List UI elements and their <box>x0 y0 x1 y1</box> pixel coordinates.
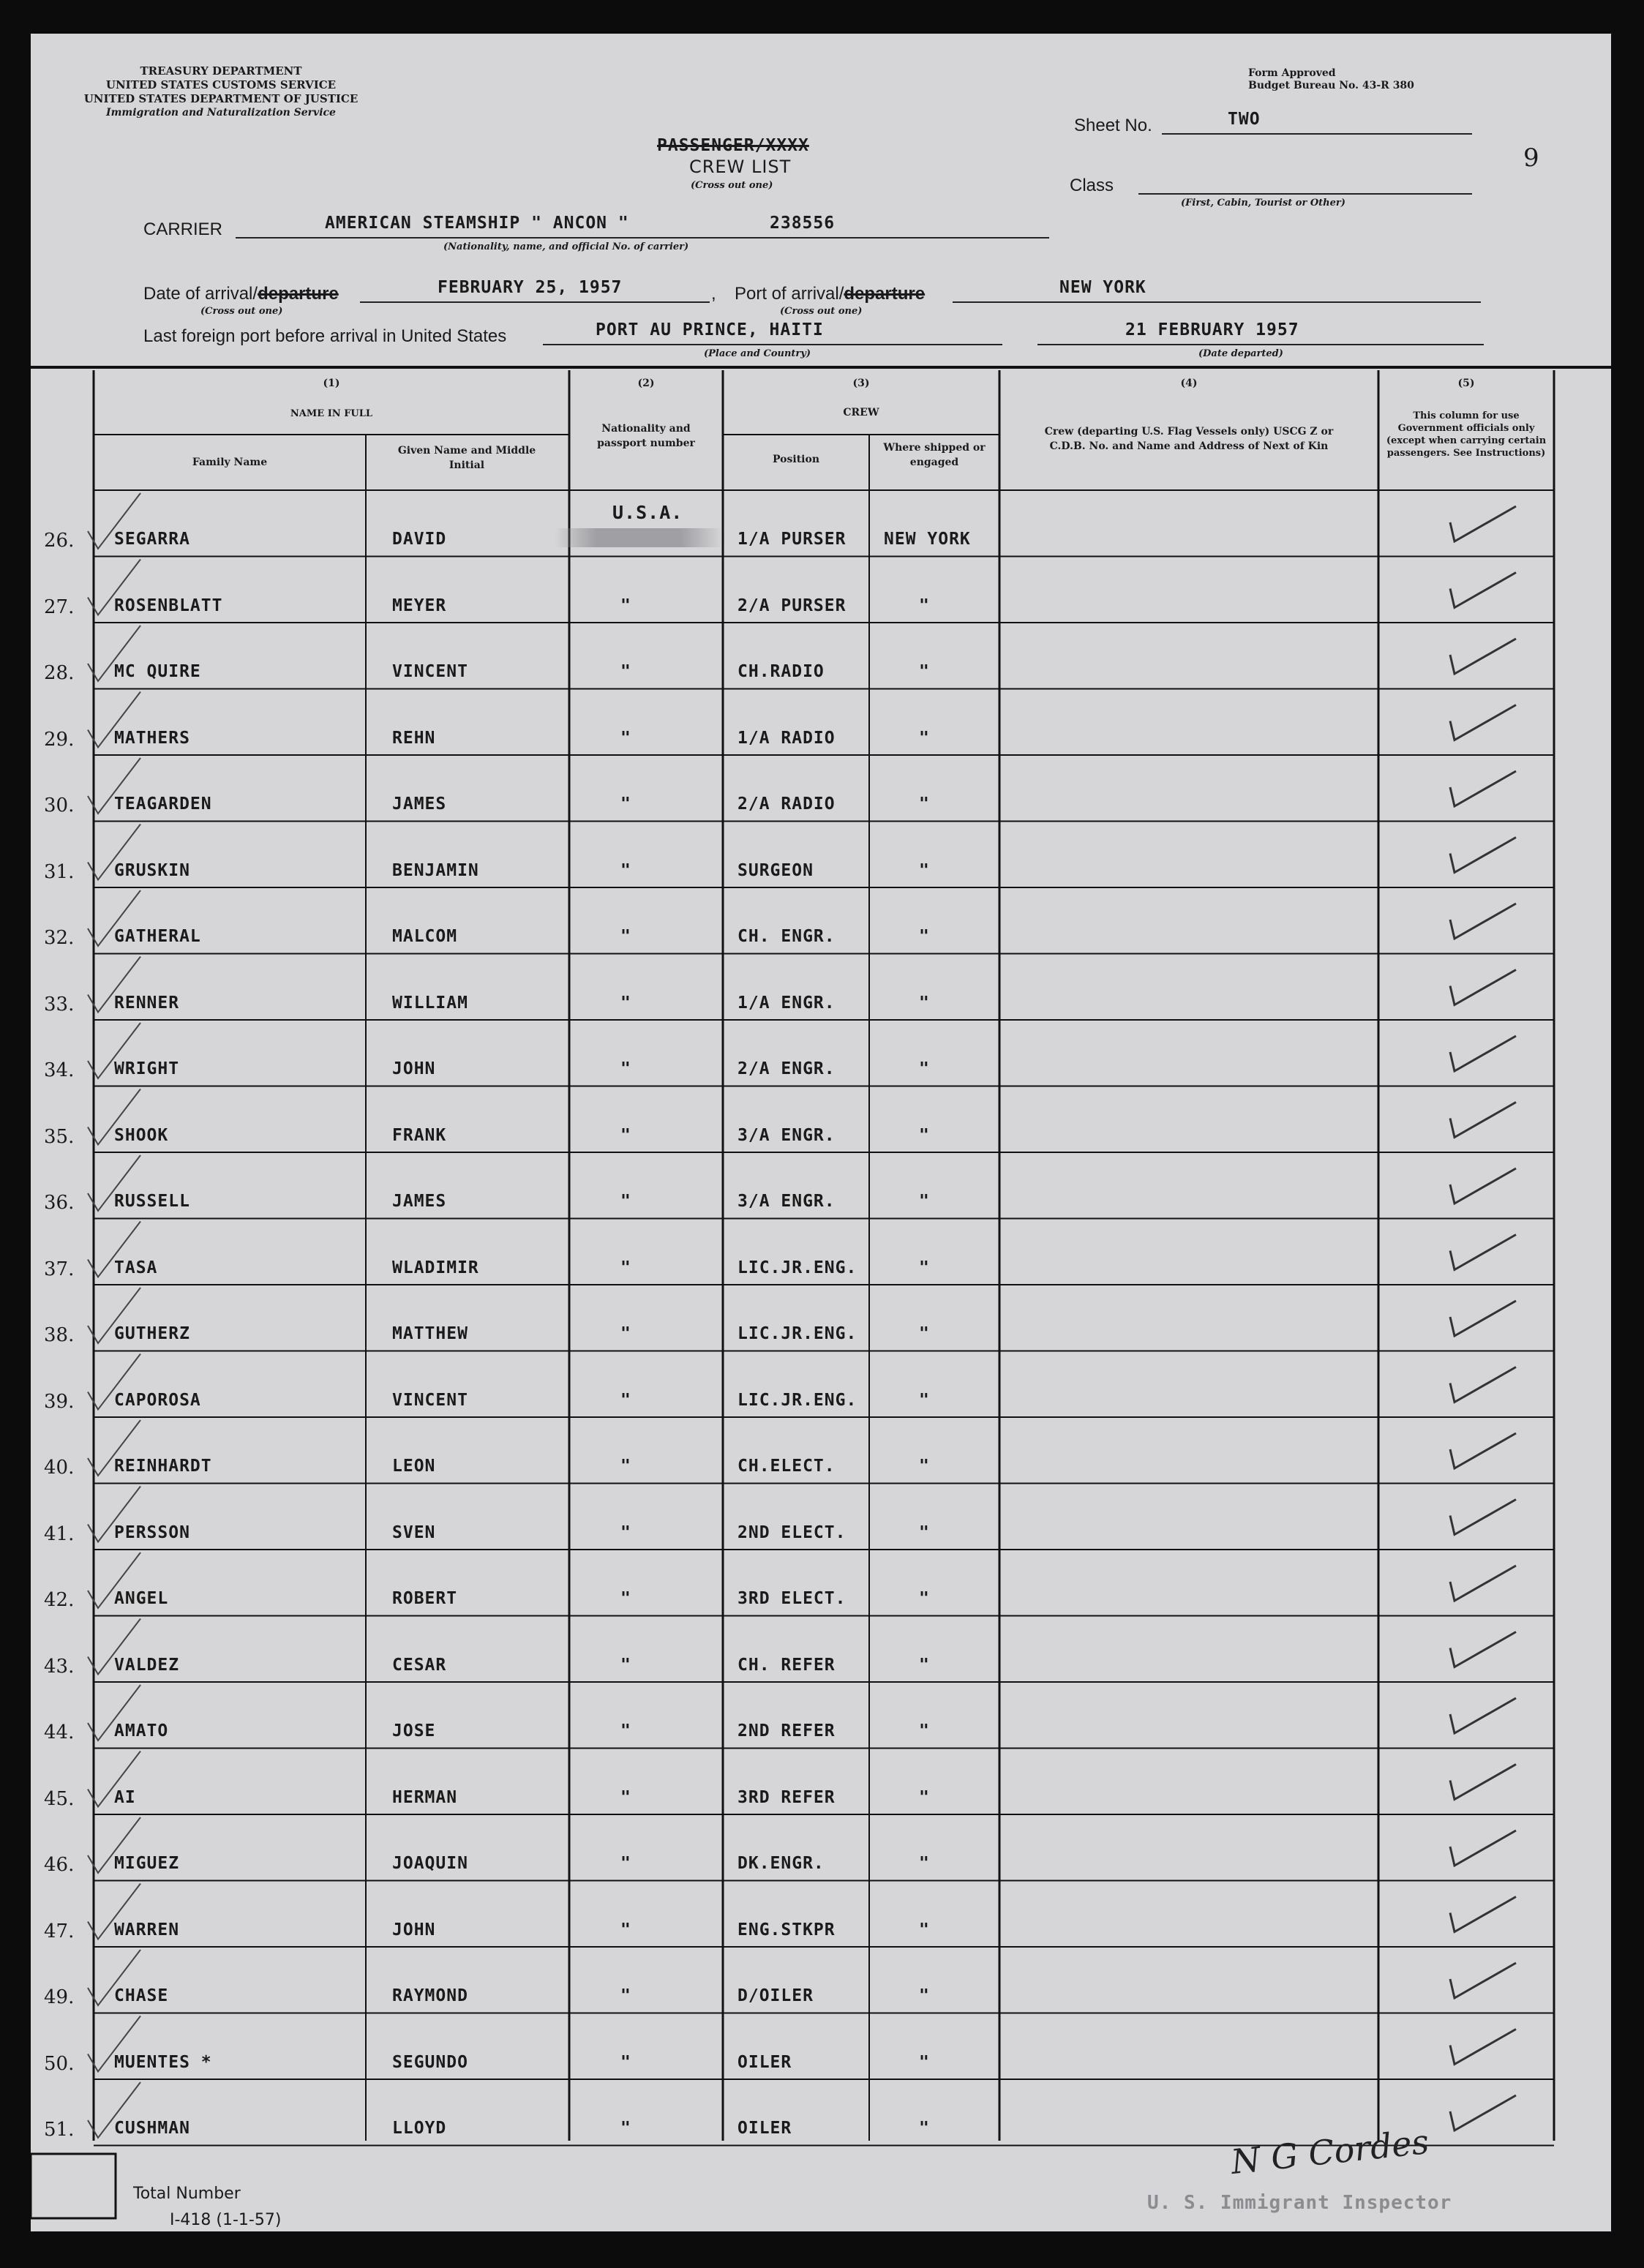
col1-title: NAME IN FULL <box>290 408 373 419</box>
shipped-at: " <box>919 1986 930 2005</box>
last-port-value: PORT AU PRINCE, HAITI <box>596 320 824 339</box>
family-name: CAPOROSA <box>114 1390 201 1410</box>
position: DK.ENGR. <box>737 1854 825 1873</box>
agency-customs: UNITED STATES CUSTOMS SERVICE <box>105 78 337 91</box>
row-number: 44. <box>44 1721 75 1743</box>
nationality: " <box>620 2052 631 2072</box>
position: 3/A ENGR. <box>737 1192 836 1211</box>
position: 3/A ENGR. <box>737 1125 836 1145</box>
nationality: " <box>620 1920 631 1940</box>
row-number: 51. <box>44 2119 75 2141</box>
row-number: 31. <box>44 860 75 883</box>
given-name: SVEN <box>392 1522 436 1542</box>
given-name: MALCOM <box>392 927 458 946</box>
position: 3RD REFER <box>737 1787 836 1807</box>
nationality: " <box>620 1589 631 1608</box>
position: 3RD ELECT. <box>737 1589 847 1608</box>
position: LIC.JR.ENG. <box>737 1390 857 1410</box>
family-name: GRUSKIN <box>114 860 190 880</box>
family-name: MUENTES * <box>114 2052 212 2072</box>
nationality: " <box>620 1522 631 1542</box>
shipped-at: NEW YORK <box>884 530 971 549</box>
col5-header: This column for use Government officials only (except when carrying certain passengers. See Instructions) <box>1386 410 1547 459</box>
shipped-at: " <box>919 1655 930 1675</box>
carrier-label: CARRIER <box>143 219 223 239</box>
carrier-value: AMERICAN STEAMSHIP " ANCON " <box>325 214 629 233</box>
shipped-at: " <box>919 2119 930 2138</box>
carrier-number: 238556 <box>770 214 836 233</box>
row-number: 41. <box>44 1522 75 1545</box>
given-name: WLADIMIR <box>392 1258 479 1277</box>
family-name: WARREN <box>114 1920 180 1940</box>
col3a-header: Position <box>773 454 819 465</box>
row-number: 29. <box>44 728 75 751</box>
position: 2ND REFER <box>737 1721 836 1741</box>
date-value: FEBRUARY 25, 1957 <box>438 278 623 297</box>
row-number: 46. <box>44 1854 75 1876</box>
nationality: " <box>620 1324 631 1343</box>
nationality: " <box>620 1787 631 1807</box>
row-number: 33. <box>44 993 75 1015</box>
list-title: CREW LIST <box>689 157 792 177</box>
sheet-value: TWO <box>1228 110 1261 129</box>
row-number: 30. <box>44 795 75 816</box>
position: CH.RADIO <box>737 662 825 681</box>
given-name: JOSE <box>392 1721 436 1741</box>
row-number: 50. <box>44 2052 75 2075</box>
given-name: JOHN <box>392 1920 436 1940</box>
given-name: MEYER <box>392 596 447 615</box>
nationality: " <box>620 1059 631 1078</box>
row-number: 28. <box>44 662 75 684</box>
agency-ins: Immigration and Naturalization Service <box>106 107 336 119</box>
family-name: TEAGARDEN <box>114 795 212 814</box>
row-number: 39. <box>44 1390 75 1413</box>
nationality: " <box>620 728 631 748</box>
position: 1/A ENGR. <box>737 993 836 1013</box>
shipped-at: " <box>919 728 930 748</box>
family-name: ANGEL <box>114 1589 169 1608</box>
port-label-text: Port of arrival/ <box>735 284 844 304</box>
nationality: " <box>620 2119 631 2138</box>
shipped-at: " <box>919 860 930 880</box>
shipped-at: " <box>919 1059 930 1078</box>
shipped-at: " <box>919 1390 930 1410</box>
nationality-label: U.S.A. <box>612 502 683 523</box>
family-name: RUSSELL <box>114 1192 190 1211</box>
departed-value: 21 FEBRUARY 1957 <box>1125 320 1299 339</box>
shipped-at: " <box>919 927 930 946</box>
nationality: " <box>620 993 631 1013</box>
shipped-at: " <box>919 795 930 814</box>
shipped-at: " <box>919 993 930 1013</box>
col2-number: (2) <box>637 378 655 389</box>
shipped-at: " <box>919 596 930 615</box>
family-name: AMATO <box>114 1721 169 1741</box>
given-name: VINCENT <box>392 662 468 681</box>
nationality: " <box>620 1125 631 1145</box>
date-label-text: Date of arrival/ <box>143 284 258 304</box>
family-name: SHOOK <box>114 1125 169 1145</box>
shipped-at: " <box>919 1721 930 1741</box>
nationality: " <box>620 1854 631 1873</box>
given-name: BENJAMIN <box>392 860 479 880</box>
given-name: JAMES <box>392 795 447 814</box>
col3-title: CREW <box>843 407 879 418</box>
form-number: I-418 (1-1-57) <box>170 2211 282 2229</box>
col5-number: (5) <box>1457 378 1475 389</box>
col3-number: (3) <box>852 378 870 389</box>
page-number: 9 <box>1523 143 1539 173</box>
budget-bureau-text: Budget Bureau No. 43-R 380 <box>1248 80 1414 91</box>
given-name: JOHN <box>392 1059 436 1078</box>
given-name: JOAQUIN <box>392 1854 468 1873</box>
shipped-at: " <box>919 1258 930 1277</box>
shipped-at: " <box>919 662 930 681</box>
nationality: " <box>620 1986 631 2005</box>
class-label: Class <box>1070 176 1114 195</box>
row-number: 40. <box>44 1457 75 1479</box>
nationality: " <box>620 1390 631 1410</box>
inspector-stamp: U. S. Immigrant Inspector <box>1147 2192 1452 2214</box>
row-number: 45. <box>44 1787 75 1810</box>
nationality: " <box>620 1655 631 1675</box>
family-name: SEGARRA <box>114 530 190 549</box>
struck-type-word: PASSENGER/XXXX <box>657 136 809 155</box>
position: CH.ELECT. <box>737 1457 836 1476</box>
position: LIC.JR.ENG. <box>737 1324 857 1343</box>
shipped-at: " <box>919 1192 930 1211</box>
nationality: " <box>620 927 631 946</box>
given-name: REHN <box>392 728 436 748</box>
shipped-at: " <box>919 2052 930 2072</box>
row-number: 47. <box>44 1920 75 1942</box>
given-name: WILLIAM <box>392 993 468 1013</box>
family-name: AI <box>114 1787 136 1807</box>
row-number: 37. <box>44 1258 75 1280</box>
departed-note: (Date departed) <box>1198 348 1283 359</box>
port-note: (Cross out one) <box>780 306 863 317</box>
agency-treasury: TREASURY DEPARTMENT <box>140 64 302 78</box>
position: 2/A RADIO <box>737 795 836 814</box>
date-struck-word: departure <box>258 284 339 304</box>
shipped-at: " <box>919 1787 930 1807</box>
row-number: 35. <box>44 1125 75 1148</box>
row-number: 36. <box>44 1192 75 1214</box>
given-name: JAMES <box>392 1192 447 1211</box>
nationality: " <box>620 1721 631 1741</box>
total-number-label: Total Number <box>133 2185 241 2203</box>
family-name: CHASE <box>114 1986 169 2005</box>
date-note: (Cross out one) <box>200 306 283 317</box>
given-name: MATTHEW <box>392 1324 468 1343</box>
nationality: " <box>620 795 631 814</box>
row-number: 38. <box>44 1324 75 1346</box>
position: CH. ENGR. <box>737 927 836 946</box>
family-name: GUTHERZ <box>114 1324 190 1343</box>
inspector-signature: N G Cordes <box>1228 2121 1431 2182</box>
col2-header: Nationality and passport number <box>597 423 695 449</box>
row-number: 49. <box>44 1986 75 2008</box>
given-name: HERMAN <box>392 1787 458 1807</box>
shipped-at: " <box>919 1324 930 1343</box>
col1-number: (1) <box>323 378 340 389</box>
family-name: VALDEZ <box>114 1655 180 1675</box>
given-name: VINCENT <box>392 1390 468 1410</box>
cross-out-note: (Cross out one) <box>691 180 773 191</box>
nationality: " <box>620 860 631 880</box>
given-name: SEGUNDO <box>392 2052 468 2072</box>
row-number: 32. <box>44 927 75 949</box>
position: CH. REFER <box>737 1655 836 1675</box>
given-name: RAYMOND <box>392 1986 468 2005</box>
form-approved-text: Form Approved <box>1248 67 1336 79</box>
family-name: WRIGHT <box>114 1059 180 1078</box>
position: OILER <box>737 2052 792 2072</box>
given-name: DAVID <box>392 530 447 549</box>
shipped-at: " <box>919 1920 930 1940</box>
position: ENG.STKPR <box>737 1920 836 1940</box>
family-name: ROSENBLATT <box>114 596 223 615</box>
sheet-label: Sheet No. <box>1074 116 1152 135</box>
position: SURGEON <box>737 860 814 880</box>
row-number: 26. <box>44 530 75 552</box>
shipped-at: " <box>919 1522 930 1542</box>
port-struck-word: departure <box>844 284 926 304</box>
row-number: 43. <box>44 1655 75 1678</box>
position: 1/A RADIO <box>737 728 836 748</box>
shipped-at: " <box>919 1854 930 1873</box>
position: LIC.JR.ENG. <box>737 1258 857 1277</box>
last-port-note: (Place and Country) <box>704 348 811 359</box>
given-name: LEON <box>392 1457 436 1476</box>
row-number: 34. <box>44 1059 75 1081</box>
family-name: MIGUEZ <box>114 1854 180 1873</box>
nationality: " <box>620 596 631 615</box>
class-note: (First, Cabin, Tourist or Other) <box>1181 198 1345 209</box>
position: OILER <box>737 2119 792 2138</box>
family-name: PERSSON <box>114 1522 190 1542</box>
given-name: ROBERT <box>392 1589 458 1608</box>
position: D/OILER <box>737 1986 814 2005</box>
port-value: NEW YORK <box>1059 278 1146 297</box>
nationality: " <box>620 1258 631 1277</box>
nationality: " <box>620 1457 631 1476</box>
row-number: 42. <box>44 1589 75 1611</box>
given-name: CESAR <box>392 1655 447 1675</box>
row-number: 27. <box>44 596 75 618</box>
position: 2/A PURSER <box>737 596 847 615</box>
nationality: " <box>620 662 631 681</box>
family-name: GATHERAL <box>114 927 201 946</box>
col4-number: (4) <box>1180 378 1198 389</box>
col1b-header: Given Name and Middle Initial <box>397 445 536 471</box>
shipped-at: " <box>919 1589 930 1608</box>
family-name: TASA <box>114 1258 158 1277</box>
family-name: RENNER <box>114 993 180 1013</box>
family-name: MATHERS <box>114 728 190 748</box>
shipped-at: " <box>919 1457 930 1476</box>
agency-justice: UNITED STATES DEPARTMENT OF JUSTICE <box>83 92 359 105</box>
col1a-header: Family Name <box>192 457 268 468</box>
nationality: " <box>620 1192 631 1211</box>
given-name: FRANK <box>392 1125 447 1145</box>
position: 1/A PURSER <box>737 530 847 549</box>
family-name: REINHARDT <box>114 1457 212 1476</box>
family-name: CUSHMAN <box>114 2119 190 2138</box>
carrier-note: (Nationality, name, and official No. of carrier) <box>443 241 689 252</box>
position: 2ND ELECT. <box>737 1522 847 1542</box>
last-port-label: Last foreign port before arrival in United States <box>143 326 507 346</box>
blurred-passport-number <box>555 528 723 547</box>
given-name: LLOYD <box>392 2119 447 2138</box>
position: 2/A ENGR. <box>737 1059 836 1078</box>
crew-list-form: TREASURY DEPARTMENT UNITED STATES CUSTOMS SERVICE UNITED STATES DEPARTMENT OF JUSTICE Immigration and Naturalization Service Form Approved Budget Bureau No. 43-R 380 Sheet No. TWO 9 PASSENGER/XXXX CREW LIST (Cross out one) Class (First, Cabin, Tourist or Other) CARRIER AMERICAN STEAMSHIP " ANCON " 238556 (Nationality, name, and official No. of carrier) Date of arrival/departure FEBRUARY 25, 1957 (Cross out one) , Port of arrival/departure NEW YORK (Cross out one) Last foreign port before arrival in United States PORT AU PRINCE, HAITI (Place and Country) 21 FEBRUARY 1957 (Date departed) (1) NAME IN FULL Family Name Given Name and Middle Initial (2) Nationality and passport number (3) CREW Position Where shipped or engaged (4) Crew (departing U.S. Flag Vessels only) USCG Z or C.D.B. No. and Name and Address of Next of Kin (5) This column for use Government officials only (except when carrying certain passengers. See Instructions) U.S.A. 26. SEGARRA DAVID 1/A PURSER NEW YORK 27. ROSENBLATT MEYER " 2/A PURSER " 28. MC QUIRE VINCENT " CH.RADIO " 29. MATHERS REHN " 1/A RADIO " 30. TEAGARDEN JAMES " 2/A RADIO " 31. GRUSKIN BENJAMIN " SURGEON " 32. GATHERAL MALCOM " CH. ENGR. " 33. RENNER WILLIAM " 1/A ENGR. " 34. WRIGHT JOHN " 2/A ENGR. " 35. SHOOK FRANK " 3/A ENGR. " 36. RUSSELL JAMES " 3/A ENGR. " 37. TASA WLADIMIR " LIC.JR.ENG. " 38. GUTHERZ MATTHEW " LIC.JR.ENG. " 39. CAPOROSA VINCENT " LIC.JR.ENG. " 40. REINHARDT LEON " CH.ELECT. " 41. PERSSON SVEN " 2ND ELECT. " 42. ANGEL ROBERT " 3RD ELECT. " 43. VALDEZ CESAR " CH. REFER " 44. AMATO JOSE " 2ND REFER " 45. AI HERMAN " 3RD REFER " 46. MIGUEZ JOAQUIN " DK.ENGR. " 47. WARREN JOHN " ENG.STKPR " 49. CHASE RAYMOND " D/OILER " 50. MUENTES * SEGUNDO " OILER " 51. CUSHMAN LLOYD " OILER " Total Number I-418 (1-1-57) N G Cordes U. S. Immigrant Inspector <box>31 34 1611 2231</box>
col4-header: Crew (departing U.S. Flag Vessels only) USCG Z or C.D.B. No. and Name and Address of Next of Kin <box>1044 426 1334 452</box>
family-name: MC QUIRE <box>114 662 201 681</box>
shipped-at: " <box>919 1125 930 1145</box>
col3b-header: Where shipped or engaged <box>883 442 986 468</box>
